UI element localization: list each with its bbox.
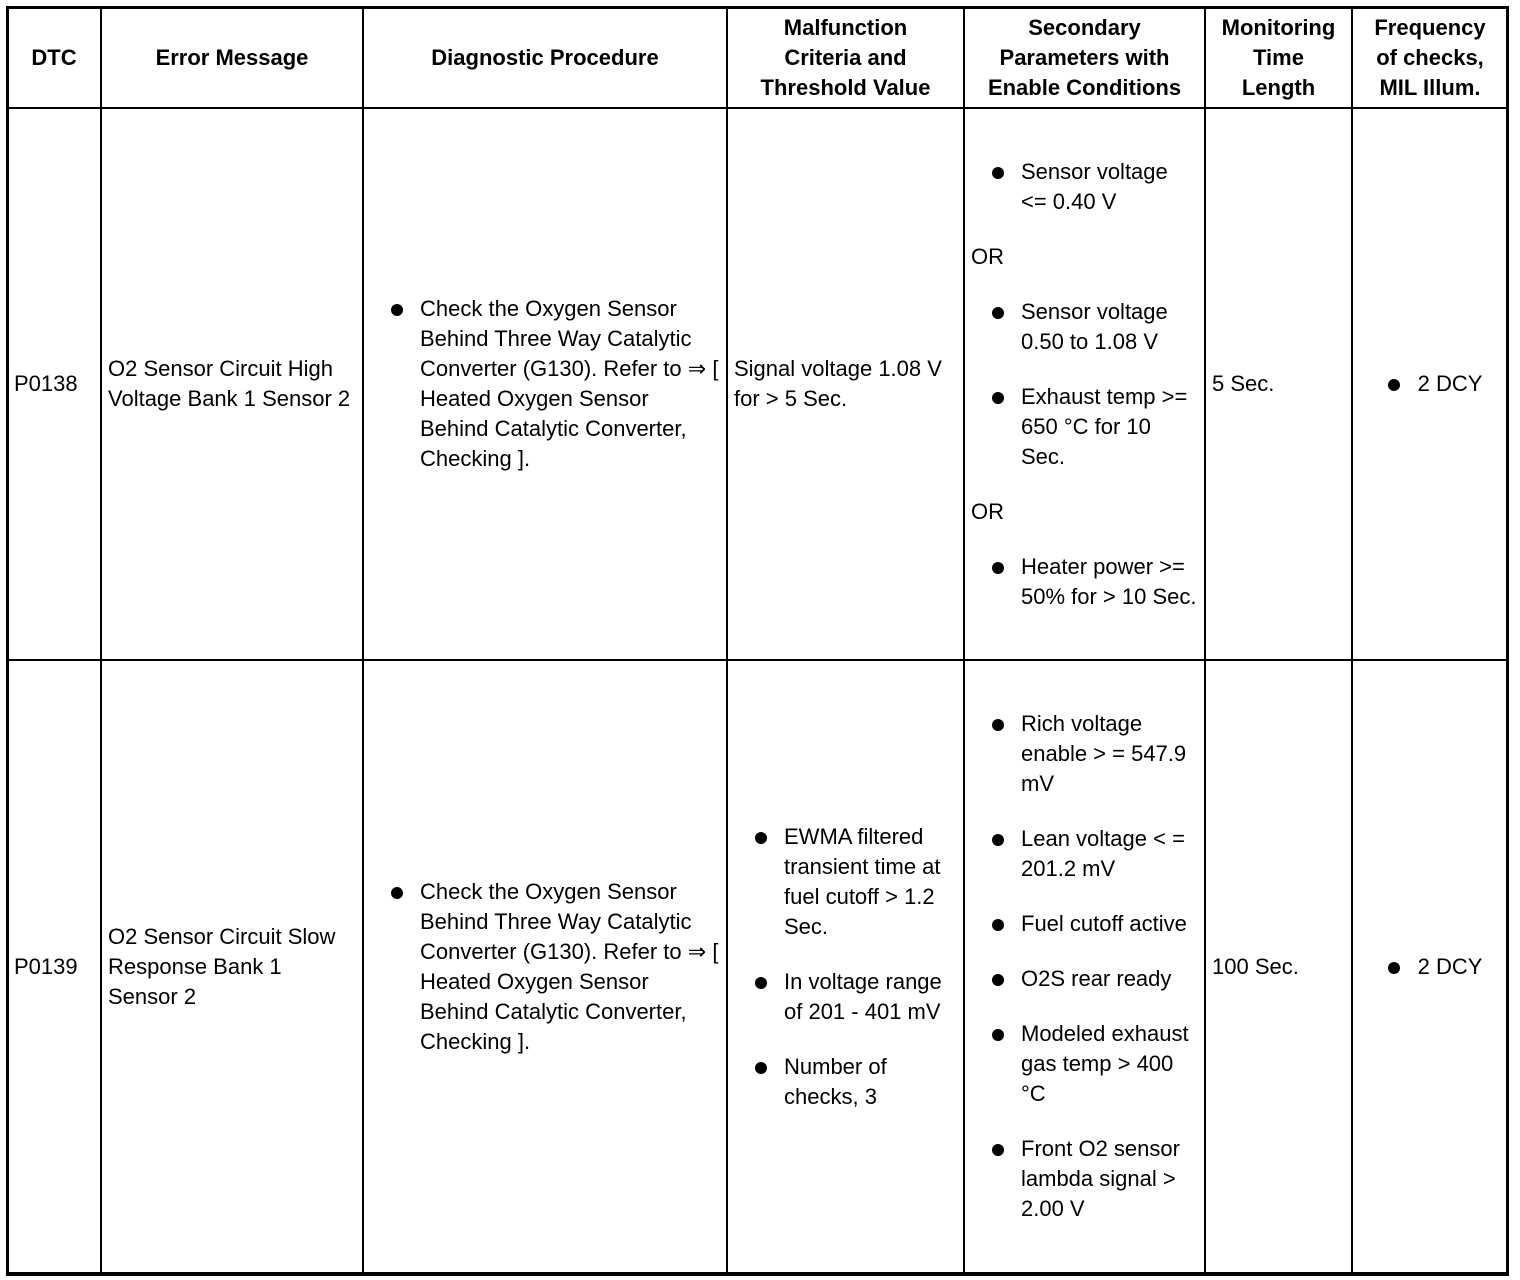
- header-error-message: Error Message: [101, 7, 363, 108]
- secondary-item: O2S rear ready: [971, 964, 1198, 994]
- header-secondary-parameters: Secondary Parameters with Enable Conditions: [964, 7, 1205, 108]
- secondary-item: Rich voltage enable > = 547.9 mV: [971, 709, 1198, 799]
- header-diagnostic-procedure: Diagnostic Procedure: [363, 7, 727, 108]
- diagnostic-procedure: [363, 108, 727, 660]
- secondary-parameters: [964, 660, 1205, 1273]
- secondary-item: Modeled exhaust gas temp > 400 °C: [971, 1019, 1198, 1109]
- header-dtc: DTC: [7, 7, 101, 108]
- frequency-mil: [1352, 660, 1508, 1273]
- secondary-item: Heater power >= 50% for > 10 Sec.: [971, 552, 1198, 612]
- procedure-item: Check the Oxygen Sensor Behind Three Way Catalytic Converter (G130). Refer to ⇒ [ Heated Oxygen Sensor Behind Catalytic Converter, Checking ].: [370, 877, 720, 1057]
- secondary-item: Lean voltage < = 201.2 mV: [971, 824, 1198, 884]
- malfunction-criteria: [727, 660, 964, 1273]
- malfunction-criteria: Signal voltage 1.08 V for > 5 Sec.: [727, 108, 964, 660]
- table-row-p0139: [7, 660, 1508, 1273]
- frequency-item: 2 DCY: [1378, 952, 1483, 982]
- secondary-parameters: [964, 108, 1205, 660]
- or-label: OR: [971, 243, 1004, 269]
- error-message: O2 Sensor Circuit Slow Response Bank 1 Sensor 2: [101, 660, 363, 1273]
- table-row-p0138: [7, 108, 1508, 660]
- criteria-item: EWMA filtered transient time at fuel cutoff > 1.2 Sec.: [734, 822, 957, 942]
- diagnostic-procedure: [363, 660, 727, 1273]
- frequency-item: 2 DCY: [1378, 369, 1483, 399]
- secondary-item: Fuel cutoff active: [971, 909, 1198, 939]
- criteria-item: Number of checks, 3: [734, 1052, 957, 1112]
- dtc-code: P0139: [7, 660, 101, 1273]
- dtc-code: P0138: [7, 108, 101, 660]
- dtc-table: [6, 6, 1509, 1274]
- monitoring-time: 100 Sec.: [1205, 660, 1352, 1273]
- secondary-item: Sensor voltage 0.50 to 1.08 V: [971, 297, 1198, 357]
- header-frequency: Frequency of checks, MIL Illum.: [1352, 7, 1508, 108]
- secondary-item: Sensor voltage <= 0.40 V: [971, 157, 1198, 217]
- header-row: [7, 7, 1508, 108]
- procedure-item: Check the Oxygen Sensor Behind Three Way Catalytic Converter (G130). Refer to ⇒ [ Heated Oxygen Sensor Behind Catalytic Converter, Checking ].: [370, 294, 720, 474]
- secondary-item: Front O2 sensor lambda signal > 2.00 V: [971, 1134, 1198, 1224]
- error-message: O2 Sensor Circuit High Voltage Bank 1 Sensor 2: [101, 108, 363, 660]
- frequency-mil: [1352, 108, 1508, 660]
- or-label: OR: [971, 498, 1004, 524]
- criteria-item: In voltage range of 201 - 401 mV: [734, 967, 957, 1027]
- header-monitoring-time: Monitoring Time Length: [1205, 7, 1352, 108]
- header-malfunction-criteria: Malfunction Criteria and Threshold Value: [727, 7, 964, 108]
- monitoring-time: 5 Sec.: [1205, 108, 1352, 660]
- secondary-item: Exhaust temp >= 650 °C for 10 Sec.: [971, 382, 1198, 472]
